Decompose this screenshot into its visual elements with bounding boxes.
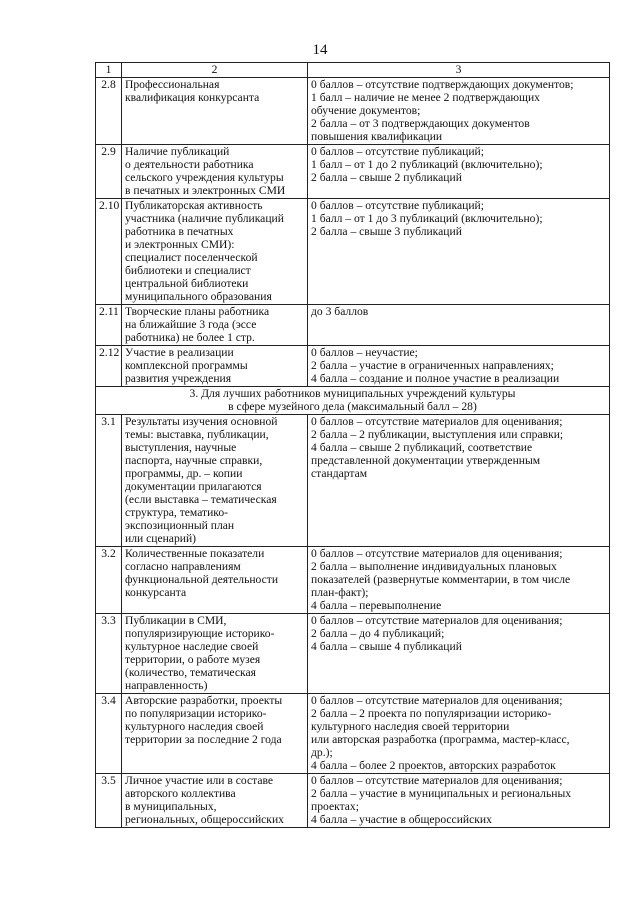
scoring-line: обучение документов; (311, 104, 421, 117)
criterion-line: муниципального образования (125, 290, 272, 303)
criterion-line: территории, о работе музея (125, 653, 261, 666)
table-row (96, 305, 610, 346)
criterion-line: экспозиционный план (125, 519, 235, 532)
criterion-line: темы: выставка, публикации, (125, 428, 269, 441)
table-row (96, 346, 610, 387)
criterion-line: (количество, тематическая (125, 666, 256, 679)
table-row (96, 415, 610, 547)
scoring-cell (308, 415, 610, 547)
row-number: 2.12 (96, 346, 122, 387)
criterion-line: развития учреждения (125, 372, 232, 385)
scoring-line: 2 балла – участие в ограниченных направлениях; (311, 359, 554, 372)
criterion-line: центральной библиотеки (125, 277, 249, 290)
criterion-line: направленность) (125, 679, 208, 692)
scoring-line: 2 балла – участие в муниципальных и региональных (311, 787, 572, 800)
criterion-cell (122, 547, 308, 614)
scoring-line: 4 балла – свыше 4 публикаций (311, 640, 462, 653)
criterion-line: Публикации в СМИ, (125, 614, 227, 627)
criterion-line: комплексной программы (125, 359, 248, 372)
criterion-line: Количественные показатели (125, 547, 265, 560)
scoring-line: 2 балла – свыше 2 публикаций (311, 171, 462, 184)
scoring-cell (308, 694, 610, 774)
table-row (96, 694, 610, 774)
criterion-cell (122, 415, 308, 547)
header-row (96, 63, 610, 78)
criterion-line: Наличие публикаций (125, 145, 230, 158)
criterion-line: Личное участие или в составе (125, 774, 274, 787)
scoring-line: 0 баллов – неучастие; (311, 346, 418, 359)
criterion-cell (122, 774, 308, 828)
table-row (96, 199, 610, 305)
criterion-line: региональных, общероссийских (125, 813, 284, 826)
criterion-line: популяризирующие историко- (125, 627, 275, 640)
scoring-line: 0 баллов – отсутствие материалов для оценивания; (311, 614, 563, 627)
criterion-cell (122, 305, 308, 346)
criterion-cell (122, 694, 308, 774)
criterion-line: Профессиональная (125, 78, 220, 91)
criterion-line: специалист поселенческой (125, 251, 258, 264)
table-row (96, 614, 610, 694)
criterion-line: библиотеки и специалист (125, 264, 251, 277)
section-3-title (96, 387, 610, 415)
criteria-table (95, 62, 610, 828)
criterion-line: Участие в реализации (125, 346, 234, 359)
scoring-line: 2 балла – выполнение индивидуальных плановых (311, 560, 557, 573)
criterion-line: Авторские разработки, проекты (125, 694, 283, 707)
scoring-line: показателей (развернутые комментарии, в том числе (311, 573, 571, 586)
scoring-line: 2 балла – от 3 подтверждающих документов (311, 117, 530, 130)
criterion-line: документации прилагаются (125, 480, 262, 493)
criterion-line: (если выставка – тематическая (125, 493, 277, 506)
scoring-line: стандартам (311, 467, 368, 480)
criterion-line: программы, др. – копии (125, 467, 243, 480)
scoring-line: план-факт); (311, 586, 369, 599)
row-number: 3.5 (96, 774, 122, 828)
scoring-line: или авторская разработка (программа, мастер-класс, (311, 733, 570, 746)
scoring-line: 0 баллов – отсутствие материалов для оценивания; (311, 694, 563, 707)
row-number: 3.2 (96, 547, 122, 614)
criterion-line: паспорта, научные справки, (125, 454, 263, 467)
table-row (96, 78, 610, 145)
criterion-cell (122, 614, 308, 694)
criterion-line: функциональной деятельности (125, 573, 279, 586)
criterion-line: в муниципальных, (125, 800, 217, 813)
section-title-line: 3. Для лучших работников муниципальных учреждений культуры (189, 387, 516, 400)
scoring-line: 2 балла – 2 проекта по популяризации историко- (311, 707, 552, 720)
scoring-line: до 3 баллов (311, 305, 369, 318)
criterion-line: согласно направлениям (125, 560, 241, 573)
section-title-line: в сфере музейного дела (максимальный балл – 28) (228, 400, 477, 413)
row-number: 2.8 (96, 78, 122, 145)
scoring-line: др.); (311, 746, 333, 759)
row-number: 2.11 (96, 305, 122, 346)
header-col-3: 3 (308, 63, 610, 78)
scoring-cell (308, 305, 610, 346)
scoring-line: 2 балла – свыше 3 публикаций (311, 225, 462, 238)
scoring-line: 0 баллов – отсутствие публикаций; (311, 199, 484, 212)
header-col-1: 1 (96, 63, 122, 78)
criterion-line: сельского учреждения культуры (125, 171, 284, 184)
row-number: 3.4 (96, 694, 122, 774)
criterion-line: квалификация конкурсанта (125, 91, 260, 104)
criterion-line: авторского коллектива (125, 787, 236, 800)
scoring-line: 0 баллов – отсутствие публикаций; (311, 145, 484, 158)
criterion-line: работника в печатных (125, 225, 234, 238)
scoring-cell (308, 774, 610, 828)
row-number: 2.9 (96, 145, 122, 199)
scoring-cell (308, 78, 610, 145)
scoring-line: проектах; (311, 800, 359, 813)
table-row (96, 145, 610, 199)
row-number: 3.1 (96, 415, 122, 547)
scoring-line: 1 балл – наличие не менее 2 подтверждающих (311, 91, 540, 104)
scoring-line: повышения квалификации (311, 130, 443, 143)
criterion-line: структура, тематико- (125, 506, 229, 519)
scoring-line: культурного наследия своей территории (311, 720, 510, 733)
criterion-line: или сценарий) (125, 532, 197, 545)
criterion-line: на ближайшие 3 года (эссе (125, 318, 257, 331)
row-number: 2.10 (96, 199, 122, 305)
scoring-line: 4 балла – участие в общероссийских (311, 813, 492, 826)
criterion-line: выступления, научные (125, 441, 237, 454)
row-number: 3.3 (96, 614, 122, 694)
scoring-line: 0 баллов – отсутствие материалов для оценивания; (311, 547, 563, 560)
criterion-cell (122, 78, 308, 145)
header-col-2: 2 (122, 63, 308, 78)
scoring-cell (308, 199, 610, 305)
scoring-line: 1 балл – от 1 до 2 публикаций (включительно); (311, 158, 543, 171)
criterion-line: и электронных СМИ): (125, 238, 235, 251)
scoring-line: 4 балла – создание и полное участие в реализации (311, 372, 560, 385)
criterion-cell (122, 346, 308, 387)
criterion-line: территории за последние 2 года (125, 733, 282, 746)
scoring-cell (308, 614, 610, 694)
section-header-row (96, 387, 610, 415)
criterion-line: Творческие планы работника (125, 305, 270, 318)
page-number: 14 (312, 42, 328, 58)
scoring-line: 0 баллов – отсутствие материалов для оценивания; (311, 415, 563, 428)
criterion-cell (122, 199, 308, 305)
criterion-line: культурное наследие своей (125, 640, 259, 653)
scoring-cell (308, 547, 610, 614)
scoring-line: 4 балла – свыше 2 публикаций, соответствие (311, 441, 533, 454)
scoring-cell (308, 346, 610, 387)
criteria-rows (96, 78, 610, 828)
scoring-line: 2 балла – 2 публикации, выступления или справки; (311, 428, 564, 441)
scoring-line: 0 баллов – отсутствие материалов для оценивания; (311, 774, 563, 787)
criterion-line: по популяризации историко- (125, 707, 267, 720)
criterion-line: Результаты изучения основной (125, 415, 278, 428)
table-row (96, 547, 610, 614)
criterion-cell (122, 145, 308, 199)
scoring-line: 0 баллов – отсутствие подтверждающих документов; (311, 78, 574, 91)
criterion-line: в печатных и электронных СМИ (125, 184, 286, 197)
criterion-line: участника (наличие публикаций (125, 212, 284, 225)
table-row (96, 774, 610, 828)
scoring-line: 4 балла – более 2 проектов, авторских разработок (311, 759, 556, 772)
criterion-line: о деятельности работника (125, 158, 254, 171)
scoring-line: 4 балла – перевыполнение (311, 599, 442, 612)
criterion-line: Публикаторская активность (125, 199, 263, 212)
scoring-line: представленной документации утвержденным (311, 454, 541, 467)
scoring-cell (308, 145, 610, 199)
scoring-line: 1 балл – от 1 до 3 публикаций (включительно); (311, 212, 543, 225)
criterion-line: работника) не более 1 стр. (125, 331, 255, 344)
scoring-line: 2 балла – до 4 публикаций; (311, 627, 445, 640)
criterion-line: конкурсанта (125, 586, 187, 599)
criterion-line: культурного наследия своей (125, 720, 264, 733)
